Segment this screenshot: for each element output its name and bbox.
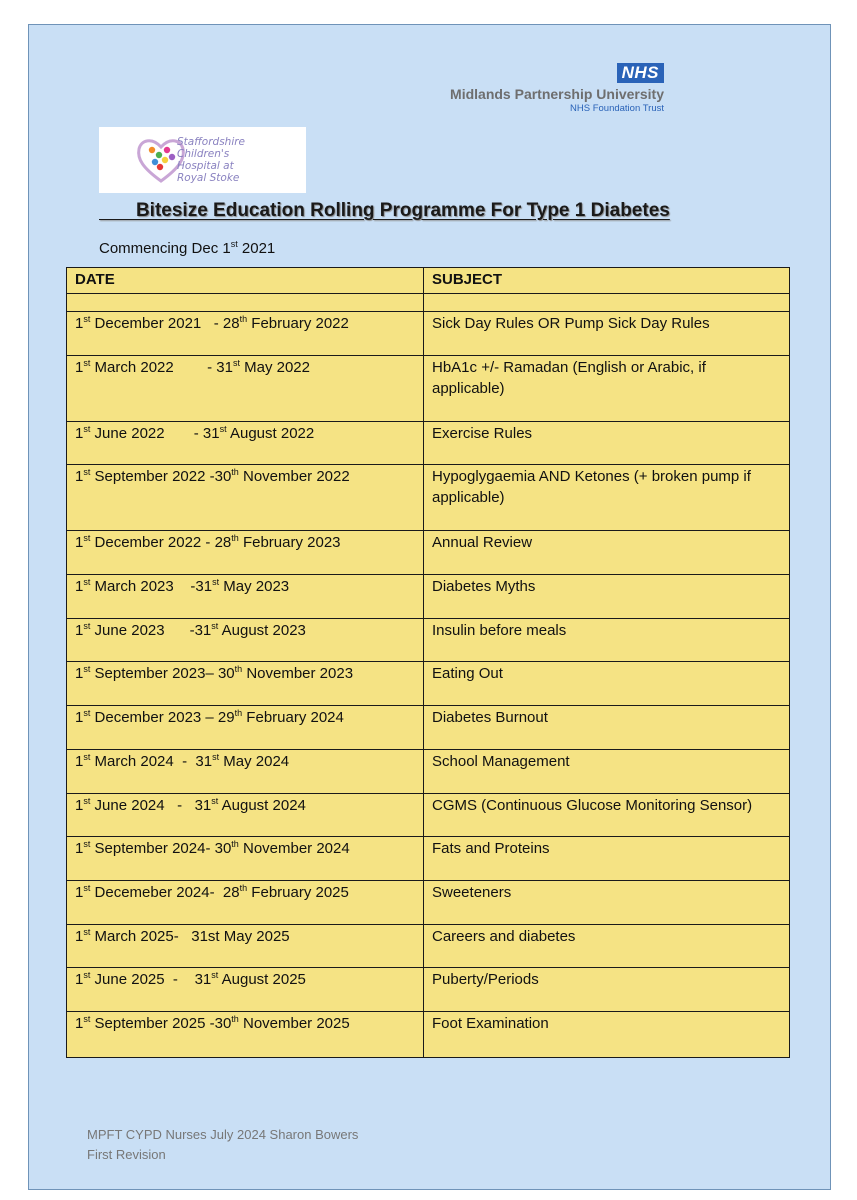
table-row	[67, 793, 790, 837]
table-row	[67, 880, 790, 924]
nhs-organisation-name: Midlands Partnership University	[450, 86, 664, 102]
subject-column-header: SUBJECT	[424, 268, 790, 294]
subject-cell: Eating Out	[424, 662, 790, 706]
subject-cell: CGMS (Continuous Glucose Monitoring Sensor)	[424, 793, 790, 837]
date-cell: 1st March 2022 - 31st May 2022	[67, 355, 424, 421]
subject-cell: Foot Examination	[424, 1011, 790, 1057]
subject-cell: HbA1c +/- Ramadan (English or Arabic, if applicable)	[424, 355, 790, 421]
table-row	[67, 618, 790, 662]
date-cell: 1st March 2023 -31st May 2023	[67, 575, 424, 619]
subject-cell: Insulin before meals	[424, 618, 790, 662]
subject-cell: Careers and diabetes	[424, 924, 790, 968]
table-row	[67, 575, 790, 619]
date-cell: 1st June 2024 - 31st August 2024	[67, 793, 424, 837]
document-title: Bitesize Education Rolling Programme For Type 1 Diabetes	[99, 200, 670, 221]
date-cell: 1st March 2024 - 31st May 2024	[67, 749, 424, 793]
programme-table	[66, 267, 790, 1058]
subject-cell: Sweeteners	[424, 880, 790, 924]
date-column-header: DATE	[67, 268, 424, 294]
table-row	[67, 421, 790, 465]
date-cell: 1st June 2023 -31st August 2023	[67, 618, 424, 662]
nhs-logo: NHS	[617, 63, 664, 83]
date-cell: 1st December 2022 - 28th February 2023	[67, 531, 424, 575]
table-header-row	[67, 268, 790, 294]
table-row	[67, 1011, 790, 1057]
date-cell: 1st September 2022 -30th November 2022	[67, 465, 424, 531]
date-cell: 1st September 2023– 30th November 2023	[67, 662, 424, 706]
commencing-date: Commencing Dec 1st 2021	[99, 239, 276, 257]
subject-cell: Fats and Proteins	[424, 837, 790, 881]
footer-author: MPFT CYPD Nurses July 2024 Sharon Bowers	[87, 1127, 359, 1142]
table-row	[67, 968, 790, 1012]
hospital-logo	[99, 127, 306, 193]
subject-cell: Hypoglygaemia AND Ketones (+ broken pump if applicable)	[424, 465, 790, 531]
table-row-empty	[67, 294, 790, 312]
date-cell: 1st September 2024- 30th November 2024	[67, 837, 424, 881]
subject-cell: Puberty/Periods	[424, 968, 790, 1012]
footer-revision: First Revision	[87, 1147, 166, 1162]
table-row	[67, 837, 790, 881]
nhs-trust-name: NHS Foundation Trust	[570, 103, 664, 114]
date-cell: 1st Decemeber 2024- 28th February 2025	[67, 880, 424, 924]
table-row	[67, 531, 790, 575]
date-cell: 1st December 2021 - 28th February 2022	[67, 312, 424, 356]
table-row	[67, 662, 790, 706]
date-cell: 1st March 2025- 31st May 2025	[67, 924, 424, 968]
subject-cell: Annual Review	[424, 531, 790, 575]
table-row	[67, 924, 790, 968]
subject-cell: School Management	[424, 749, 790, 793]
date-cell: 1st June 2025 - 31st August 2025	[67, 968, 424, 1012]
date-cell: 1st June 2022 - 31st August 2022	[67, 421, 424, 465]
table-row	[67, 312, 790, 356]
date-cell: 1st December 2023 – 29th February 2024	[67, 706, 424, 750]
nhs-header	[450, 63, 664, 114]
subject-cell: Diabetes Burnout	[424, 706, 790, 750]
table-row	[67, 355, 790, 421]
table-row	[67, 706, 790, 750]
subject-cell: Exercise Rules	[424, 421, 790, 465]
document-page	[28, 24, 831, 1190]
hospital-logo-text: Staffordshire Children's Hospital at Royal Stoke	[177, 136, 246, 184]
date-cell: 1st September 2025 -30th November 2025	[67, 1011, 424, 1057]
subject-cell: Diabetes Myths	[424, 575, 790, 619]
table-row	[67, 465, 790, 531]
table-row	[67, 749, 790, 793]
footer	[87, 1125, 358, 1165]
subject-cell: Sick Day Rules OR Pump Sick Day Rules	[424, 312, 790, 356]
